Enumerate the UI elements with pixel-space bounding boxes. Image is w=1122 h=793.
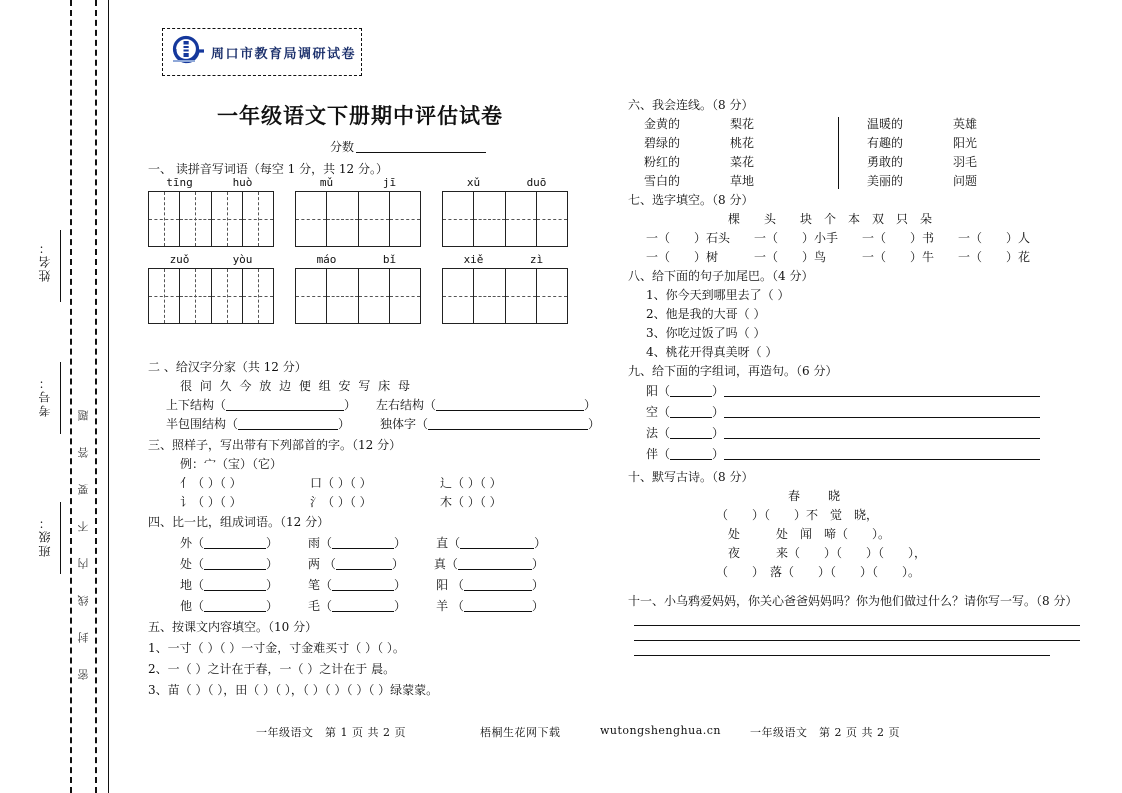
q3-row-1 [148, 474, 568, 493]
grid-cell[interactable] [473, 191, 504, 247]
score-label: 分数 [330, 140, 355, 154]
q5-line[interactable]: 1、一寸（ ）（ ）一寸金，寸金难买寸（ ）（ ）。 [148, 641, 405, 655]
tianzige-grid[interactable] [295, 268, 421, 324]
tianzige-grid[interactable] [295, 191, 421, 247]
q4-blank[interactable] [204, 537, 266, 549]
grid-cell[interactable] [242, 191, 274, 247]
q4-paren-close: ） [394, 599, 407, 613]
q6-column-divider [838, 117, 839, 189]
q6-adjective[interactable]: 雪白的 [644, 174, 681, 188]
q4-char: 两 （ [308, 557, 336, 571]
student-class-field[interactable]: 班级： [38, 515, 52, 557]
q5-line[interactable]: 2、一（ ）之计在于春，一（ ）之计在于 晨。 [148, 662, 396, 676]
q4-paren-close: ） [266, 599, 279, 613]
q9-word-blank[interactable] [670, 406, 712, 418]
q10-poem-line[interactable]: （ ） 落（ ）（ ）（ ）。 [716, 565, 921, 579]
q7-heading: 七、选字填空。（8 分） [628, 193, 754, 207]
q2-blank[interactable] [436, 399, 584, 411]
q9-word-blank[interactable] [670, 385, 712, 397]
q1-item [148, 253, 274, 324]
q2-character-bank: 很 问 久 今 放 边 便 组 安 写 床 母 [180, 379, 412, 393]
q9-char: 空（ [646, 405, 671, 419]
score-blank[interactable] [356, 140, 486, 153]
pinyin-syllable: bǐ [382, 253, 397, 266]
q9-paren-close: ） [712, 405, 725, 419]
q10-poem-line[interactable]: （ ）（ ）不 觉 晓， [716, 508, 879, 522]
q4-char: 他（ [180, 599, 205, 613]
q4-blank[interactable] [204, 579, 266, 591]
q9-sentence-blank[interactable] [724, 448, 1040, 460]
tianzige-grid[interactable] [148, 268, 274, 324]
q4-paren-close: ） [531, 557, 544, 571]
q1-pinyin-labels [295, 253, 421, 266]
q9-row [628, 423, 1080, 444]
q6-noun[interactable]: 菜花 [730, 155, 755, 169]
q9-char: 法（ [646, 426, 671, 440]
q6-noun[interactable]: 阳光 [953, 136, 978, 150]
q1-item [442, 253, 568, 324]
grid-cell[interactable] [148, 268, 179, 324]
q2-row-1 [148, 396, 597, 415]
q4-paren-close: ） [266, 536, 279, 550]
seal-notice-vertical-text: 密封线内不要答题 [77, 384, 90, 680]
q6-noun[interactable]: 草地 [730, 174, 755, 188]
seal-dashed-line-outer [70, 0, 72, 793]
q3-radical-item[interactable]: 氵（ ）（ ） [310, 495, 372, 509]
grid-cell[interactable] [148, 191, 179, 247]
q1-grid-row [148, 253, 568, 324]
q4-blank[interactable] [458, 558, 532, 570]
q1-item [295, 253, 421, 324]
q9-row [628, 381, 1080, 402]
grid-cell[interactable] [505, 268, 536, 324]
q4-block [148, 512, 578, 701]
q6-matching-area [628, 115, 1080, 191]
q9-paren-close: ） [712, 384, 725, 398]
grid-cell[interactable] [389, 191, 421, 247]
q6-left-adjectives [644, 115, 730, 191]
q6-adjective[interactable]: 美丽的 [867, 174, 904, 188]
q1-heading: 一、 读拼音写词语（每空 1 分，共 12 分。） [148, 162, 388, 176]
q4-paren-close: ） [531, 599, 544, 613]
q6-heading: 六、我会连线。（8 分） [628, 98, 754, 112]
q9-char: 阳（ [646, 384, 671, 398]
q9-heading: 九、给下面的字组词，再造句。（6 分） [628, 364, 838, 378]
q6-noun[interactable]: 羽毛 [953, 155, 978, 169]
q1-pinyin-grid-area [148, 176, 568, 330]
q4-paren-close: ） [266, 578, 279, 592]
q6-left-group [644, 115, 822, 191]
q2-blank[interactable] [238, 418, 338, 430]
q4-char: 直（ [436, 536, 461, 550]
grid-cell[interactable] [389, 268, 421, 324]
score-field [330, 138, 486, 155]
q3-heading: 三、照样子，写出带有下列部首的字。（12 分） [148, 438, 402, 452]
page-border-line [108, 0, 109, 793]
grid-cell[interactable] [326, 268, 357, 324]
q8-sentence[interactable]: 2、他是我的大哥（ ） [646, 307, 766, 321]
q10-heading: 十、默写古诗。（8 分） [628, 470, 754, 484]
q9-word-blank[interactable] [670, 427, 712, 439]
tianzige-grid[interactable] [442, 268, 568, 324]
q1-grid-row [148, 176, 568, 247]
q1-pinyin-labels [148, 176, 274, 189]
q4-heading: 四、比一比，组成词语。（12 分） [148, 515, 330, 529]
grid-cell[interactable] [295, 268, 326, 324]
q9-row [628, 402, 1080, 423]
issuer-logo-label: 周口市教育局调研试卷 [211, 46, 357, 62]
q4-char: 处（ [180, 557, 205, 571]
q1-item [148, 176, 274, 247]
q2-label-duti: 独体字（ [380, 417, 429, 431]
q4-char: 毛（ [308, 599, 333, 613]
q4-char: 笔（ [308, 578, 333, 592]
q9-sentence-blank[interactable] [724, 427, 1040, 439]
q4-char: 真（ [433, 557, 458, 571]
q2-label-shangxia: 上下结构（ [166, 398, 227, 412]
grid-cell[interactable] [295, 191, 326, 247]
q4-row [148, 554, 578, 575]
tianzige-grid[interactable] [442, 191, 568, 247]
q6-noun[interactable]: 梨花 [730, 117, 755, 131]
q4-row [148, 596, 578, 617]
q9-row [628, 444, 1080, 465]
q2-row-2 [148, 415, 601, 434]
q4-blank[interactable] [336, 558, 392, 570]
q6-right-nouns [953, 115, 1045, 191]
q3-radical-item[interactable]: 口（ ）（ ） [310, 476, 372, 490]
q4-paren-close: ） [394, 536, 407, 550]
pinyin-syllable: máo [316, 253, 337, 266]
q4-blank[interactable] [204, 600, 266, 612]
q6-adjective[interactable]: 勇敢的 [867, 155, 904, 169]
issuer-logo-box [162, 28, 362, 76]
q3-example: 例：宀（宝）（它） [180, 457, 283, 471]
q10-poem-area [628, 487, 1080, 582]
grid-cell[interactable] [442, 191, 473, 247]
q4-paren-close: ） [394, 578, 407, 592]
q7-character-bank: 棵 头 块 个 本 双 只 朵 [728, 212, 933, 226]
pinyin-syllable: yòu [232, 253, 253, 266]
q8-heading: 八、给下面的句子加尾巴。（4 分） [628, 269, 814, 283]
q6-adjective[interactable]: 粉红的 [644, 155, 681, 169]
q6-noun[interactable]: 桃花 [730, 136, 755, 150]
q11-answer-line[interactable] [634, 655, 1050, 656]
q9-char: 伴（ [646, 447, 671, 461]
student-name-field[interactable]: 姓名： [38, 240, 52, 282]
grid-cell[interactable] [179, 191, 210, 247]
q1-item [295, 176, 421, 247]
q6-right-adjectives [867, 115, 953, 191]
q4-blank[interactable] [464, 600, 532, 612]
name-field-rule [60, 230, 61, 302]
q4-blank[interactable] [464, 579, 532, 591]
q2-label-zuoyou: 左右结构（ [376, 398, 437, 412]
q6-adjective[interactable]: 温暖的 [867, 117, 904, 131]
footer-right-page-label: 一年级语文 第 2 页 共 2 页 [750, 726, 900, 739]
q2-paren-close: ） [344, 398, 357, 412]
q4-char: 阳 （ [436, 578, 464, 592]
q3-radical-item[interactable]: 讠（ ）（ ） [180, 495, 242, 509]
q1-pinyin-labels [442, 253, 568, 266]
q4-paren-close: ） [391, 557, 404, 571]
q11-answer-line[interactable] [634, 640, 1080, 641]
q4-row [148, 575, 578, 596]
q6-noun[interactable]: 问题 [953, 174, 978, 188]
q4-blank[interactable] [332, 579, 394, 591]
q2-paren-close: ） [584, 398, 597, 412]
pinyin-syllable: zuǒ [169, 253, 190, 266]
q7-line[interactable]: 一（ ）石头 一（ ）小手 一（ ）书 一（ ）人 [646, 231, 1031, 245]
q9-word-blank[interactable] [670, 448, 712, 460]
q4-blank[interactable] [204, 558, 266, 570]
q6-left-nouns [730, 115, 822, 191]
q3-radical-item[interactable]: 木（ ）（ ） [440, 495, 502, 509]
q10-poem-title: 春 晓 [787, 489, 848, 503]
q8-sentence[interactable]: 4、桃花开得真美呀（ ） [646, 345, 778, 359]
q2-heading: 二 、给汉字分家（共 12 分） [148, 360, 307, 374]
pinyin-syllable: xǔ [466, 176, 481, 189]
q2-block [148, 358, 601, 512]
q2-paren-close: ） [588, 417, 601, 431]
q4-blank[interactable] [332, 600, 394, 612]
footer-watermark-cn: 梧桐生花网下载 [480, 726, 561, 739]
q4-char: 外（ [180, 536, 205, 550]
q4-blank[interactable] [460, 537, 534, 549]
q1-pinyin-labels [148, 253, 274, 266]
exam-number-field-rule [60, 362, 61, 434]
grid-cell[interactable] [179, 268, 210, 324]
q8-sentence[interactable]: 3、你吃过饭了吗（ ） [646, 326, 766, 340]
q6-right-group [867, 115, 1045, 191]
q2-paren-close: ） [338, 417, 351, 431]
tianzige-grid[interactable] [148, 191, 274, 247]
grid-cell[interactable] [442, 268, 473, 324]
q4-paren-close: ） [534, 536, 547, 550]
grid-cell[interactable] [358, 268, 389, 324]
q6-noun[interactable]: 英雄 [953, 117, 978, 131]
pinyin-syllable: tīng [166, 176, 193, 189]
q3-row-2 [148, 493, 568, 512]
grid-cell[interactable] [536, 268, 568, 324]
q6-adjective[interactable]: 有趣的 [867, 136, 904, 150]
q9-sentence-blank[interactable] [724, 385, 1040, 397]
q6-adjective[interactable]: 碧绿的 [644, 136, 681, 150]
q2-blank[interactable] [428, 418, 588, 430]
pinyin-syllable: xiě [463, 253, 484, 266]
q9-paren-close: ） [712, 426, 725, 440]
pinyin-syllable: duō [526, 176, 547, 189]
footer-left-page-label: 一年级语文 第 1 页 共 2 页 [256, 726, 406, 739]
q4-char: 雨（ [308, 536, 333, 550]
pinyin-syllable: jī [382, 176, 397, 189]
grid-cell[interactable] [505, 191, 536, 247]
grid-cell[interactable] [536, 191, 568, 247]
grid-cell[interactable] [242, 268, 274, 324]
q4-paren-close: ） [531, 578, 544, 592]
q1-item [442, 176, 568, 247]
q11-heading: 十一、小乌鸦爱妈妈，你关心爸爸妈妈吗？你为他们做过什么？请你写一写。（8 分） [628, 594, 1078, 608]
pinyin-syllable: zì [529, 253, 544, 266]
q4-blank[interactable] [332, 537, 394, 549]
q4-char: 地（ [180, 578, 205, 592]
q4-char: 羊 （ [436, 599, 464, 613]
student-exam-number-field[interactable]: 考号： [38, 375, 52, 417]
right-question-column [628, 96, 1080, 656]
q10-poem-line[interactable]: 夜 来（ ）（ ）（ ）， [716, 546, 927, 560]
pinyin-syllable: huò [232, 176, 253, 189]
q7-line[interactable]: 一（ ）树 一（ ）鸟 一（ ）牛 一（ ）花 [646, 250, 1031, 264]
q5-line[interactable]: 3、苗（ ）（ ），田（ ）（ ），（ ）（ ）（ ）（ ）绿蒙蒙。 [148, 683, 439, 697]
q11-answer-line[interactable] [634, 625, 1080, 626]
q5-heading: 五、按课文内容填空。（10 分） [148, 620, 318, 634]
q4-paren-close: ） [266, 557, 279, 571]
q3-radical-item[interactable]: 辶（ ）（ ） [440, 476, 502, 490]
q8-sentence[interactable]: 1、你今天到哪里去了（ ） [646, 288, 790, 302]
q9-paren-close: ） [712, 447, 725, 461]
q10-poem-line[interactable]: 处 处 闻 啼（ ）。 [716, 527, 891, 541]
grid-cell[interactable] [473, 268, 504, 324]
seal-dashed-line-inner [95, 0, 97, 793]
circular-institution-logo-icon [171, 35, 205, 69]
q1-pinyin-labels [295, 176, 421, 189]
q3-radical-item[interactable]: 亻（ ）（ ） [180, 476, 242, 490]
grid-cell[interactable] [358, 191, 389, 247]
q6-adjective[interactable]: 金黄的 [644, 117, 681, 131]
q2-blank[interactable] [226, 399, 344, 411]
q1-pinyin-labels [442, 176, 568, 189]
grid-cell[interactable] [211, 191, 242, 247]
pinyin-syllable: mǔ [319, 176, 334, 189]
q4-row [148, 533, 578, 554]
page-title: 一年级语文下册期中评估试卷 [217, 104, 503, 128]
class-field-rule [60, 502, 61, 574]
footer-watermark-url: wutongshenghua.cn [600, 724, 722, 737]
grid-cell[interactable] [326, 191, 357, 247]
grid-cell[interactable] [211, 268, 242, 324]
q9-sentence-blank[interactable] [724, 406, 1040, 418]
q2-label-banbaowei: 半包围结构（ [166, 417, 239, 431]
